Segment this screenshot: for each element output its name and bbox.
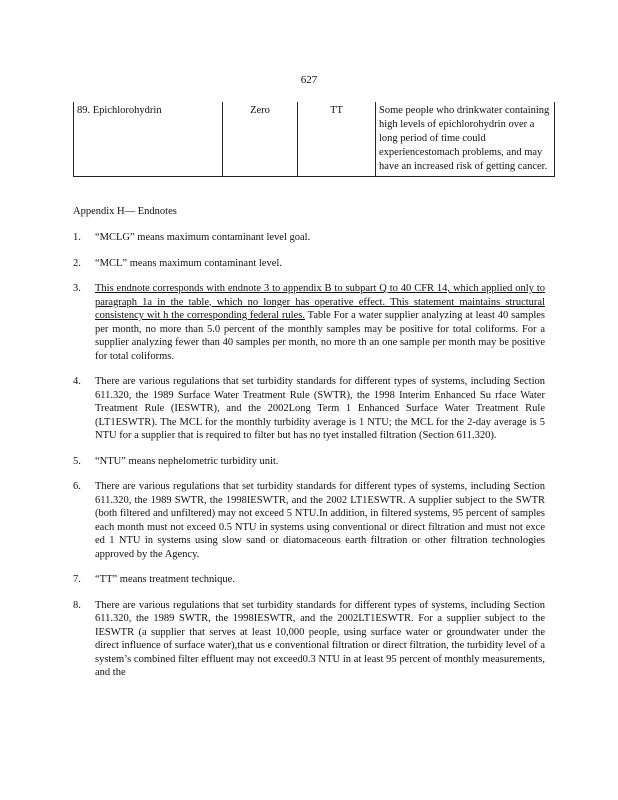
endnote-text: “TT” means treatment technique. [95,574,235,585]
endnote-5 [73,455,545,469]
appendix-title: Appendix H— Endnotes [73,206,177,217]
endnote-number: 2. [73,257,81,269]
endnote-text: “NTU” means nephelometric turbidity unit. [95,455,279,467]
endnote-4 [73,375,545,443]
page-number: 627 [300,74,318,86]
endnote-2 [73,257,545,271]
contaminant-table [73,102,555,177]
endnote-number: 7. [73,574,81,585]
endnote-number: 4. [73,376,81,387]
mcl-cell: TT [298,102,376,177]
endnote-1 [73,231,545,245]
health-effect-cell: Some people who drinkwater containing high levels of epichlorohydrin over a long period of time could experiencestomach problems, and may have an increased risk of getting cancer. [376,102,555,177]
endnote-text: There are various regulations that set turbidity standards for different types of systems, including Section 611.320, the 1989 Surface Water Treatment Rule (SWTR), the 1998 Interim Enhanced Su rface Water Treatment Rule (IESWTR), and the 2002Long Term 1 Enhanced Surface Water Treatment Rule (LT1ESWTR). The MCL for the monthly turbidity average is 1 NTU; the MCL for the 2-day average is 5 NTU for a supplier that is required to filter but has no tyet installed filtration (Section 611.320). [95,376,545,441]
endnote-underlined-text: This endnote corresponds with endnote 3 to appendix B to subpart Q to 40 CFR 14, which applied only to paragraph 1a in the table, which no longer has operative effect. This statement maintains structural consistency wit h the corresponding federal rules. [95,283,545,321]
endnote-8 [73,599,545,680]
endnote-number: 1. [73,232,81,243]
endnote-text: “MCLG” means maximum contaminant level goal. [95,232,311,243]
contaminant-name-cell: 89. Epichlorohydrin [74,102,223,177]
endnote-text: There are various regulations that set turbidity standards for different types of systems, including Section 611.320, the 1989 SWTR, the 1998IESWTR, and the 2002LT1ESWTR. For a supplier subject to the IESWTR (a supplier that serves at least 10,000 people, using surface water or groundwater under the direct influence of surface water),that us e conventional filtration or direct filtration, the turbidity level of a system’s combined filter effluent may not exceed0.3 NTU in at least 95 percent of monthly measurements, and the [95,599,545,678]
table-row [74,102,555,177]
endnotes-list [73,231,545,680]
endnote-number: 6. [73,481,81,492]
endnote-number: 5. [73,455,81,467]
endnote-7 [73,573,545,587]
endnote-6 [73,480,545,561]
endnote-3 [73,282,545,363]
endnote-text: There are various regulations that set turbidity standards for different types of systems, including Section 611.320, the 1989 SWTR, the 1998IESWTR, and the 2002 LT1ESWTR. A supplier subject to the SWTR (both filtered and unfiltered) may not exceed 5 NTU.In addition, in filtered systems, 95 percent of samples each month must not exceed 0.5 NTU in systems using conventional or direct filtration and must not exce ed 1 NTU in systems using slow sand or diatomaceous earth filtration or other filtration technologies approved by the Agency. [95,481,545,560]
mclg-cell: Zero [223,102,298,177]
endnote-text: Table For a water supplier analyzing at least 40 samples per month, no more than 5.0 percent of the monthly samples may be positive for total coliforms. For a supplier analyzing fewer than 40 samples per month, no more th an one sample per month may be positive for total coliforms. [95,310,545,362]
endnote-number: 8. [73,599,81,611]
endnote-number: 3. [73,283,81,294]
endnote-text: “MCL” means maximum contaminant level. [95,257,282,269]
